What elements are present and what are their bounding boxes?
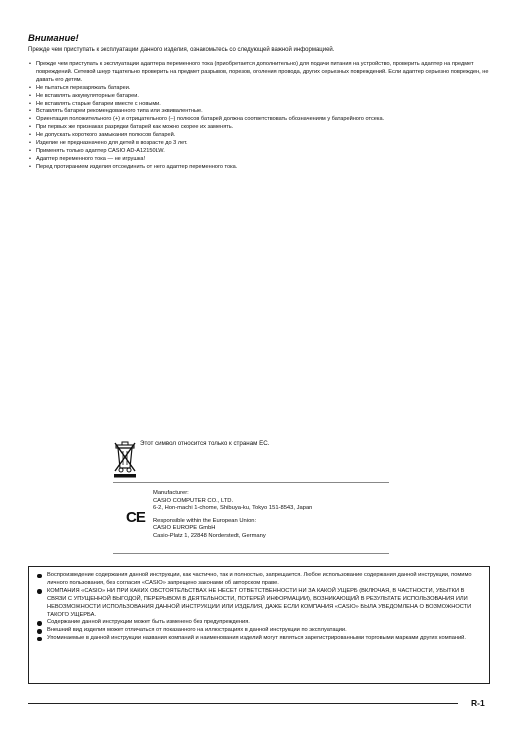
manufacturer-address: 6-2, Hon-machi 1-chome, Shibuya-ku, Tokyo 151-8543, Japan <box>153 505 313 512</box>
list-item: • Не пытаться перезаряжать батареи. <box>28 85 490 93</box>
list-item: Содержание данной инструкции может быть изменено без предупреждения. <box>37 619 483 627</box>
page-number: R-1 <box>471 698 485 708</box>
intro-text: Прежде чем приступать к эксплуатации данного изделия, ознакомьтесь со следующей важной информацией. <box>28 47 335 53</box>
list-item: • При первых же признаках разрядки батарей как можно скорее их заменять. <box>28 124 490 132</box>
legal-notice-list <box>29 567 489 643</box>
legal-notice-box <box>28 566 490 684</box>
manufacturer-block <box>113 482 389 554</box>
list-item: • Не вставлять аккумуляторные батареи. <box>28 93 490 101</box>
list-item: • Прежде чем приступать к эксплуатации адаптера переменного тока (приобретается дополнительно) для подачи питания на устройство, проверить адаптер на предмет повреждений. Сетевой шнур тщательно проверить на предмет разрывов, порезов, оголения провода, других серьезных повреждений. Если адаптер серьезно поврежден, не давать его детям. <box>28 61 490 85</box>
list-item: КОМПАНИЯ «CASIO» НИ ПРИ КАКИХ ОБСТОЯТЕЛЬСТВАХ НЕ НЕСЕТ ОТВЕТСТВЕННОСТИ НИ ЗА КАКОЙ УЩЕРБ (ВКЛЮЧАЯ, В ЧАСТНОСТИ, УБЫТКИ В СВЯЗИ С УПУЩЕННОЙ ВЫГОДОЙ, ПЕРЕРЫВОМ В ДЕЯТЕЛЬНОСТИ, ПОТЕРЕЙ ИНФОРМАЦИИ), ВОЗНИКАЮЩИЙ В РЕЗУЛЬТАТЕ ИСПОЛЬЗОВАНИЯ ИЛИ НЕВОЗМОЖНОСТИ ИСПОЛЬЗОВАНИЯ ДАННОЙ ИНСТРУКЦИИ ИЛИ ИЗДЕЛИЯ, ДАЖЕ ЕСЛИ КОМПАНИЯ «CASIO» БЫЛА УВЕДОМЛЕНА О ВОЗМОЖНОСТИ ТАКОГО УЩЕРБА. <box>37 588 483 620</box>
warning-heading: Внимание! <box>28 33 79 44</box>
list-item: • Изделие не предназначено для детей в возрасте до 3 лет. <box>28 140 490 148</box>
footer-divider <box>28 703 458 704</box>
list-item: • Вставлять батареи рекомендованного типа или эквивалентные. <box>28 108 490 116</box>
crossed-out-wheelie-bin-icon <box>113 440 137 478</box>
list-item: • Не вставлять старые батареи вместе с новыми. <box>28 101 490 109</box>
safety-list <box>28 61 490 172</box>
ce-mark-icon: CE <box>126 509 145 526</box>
eu-representative-address: Casio-Platz 1, 22848 Norderstedt, Germany <box>153 532 266 539</box>
eu-representative-label: Responsible within the European Union: <box>153 517 257 524</box>
weee-notice: Этот символ относится только к странам ЕС. <box>140 440 270 447</box>
manufacturer-name: CASIO COMPUTER CO., LTD. <box>153 497 234 504</box>
list-item: • Перед протиранием изделия отсоединить от него адаптер переменного тока. <box>28 164 490 172</box>
list-item: • Адаптер переменного тока — не игрушка! <box>28 156 490 164</box>
list-item: Внешний вид изделия может отличаться от показанного на иллюстрациях в данной инструкции по эксплуатации. <box>37 627 483 635</box>
eu-representative-name: CASIO EUROPE GmbH <box>153 525 216 532</box>
manufacturer-label: Manufacturer: <box>153 490 189 496</box>
list-item: • Ориентация положительного (+) и отрицательного (–) полюсов батарей должна соответствовать обозначениям у батарейного отсека. <box>28 116 490 124</box>
list-item: Упоминаемые в данной инструкции названия компаний и наименования изделий могут являться зарегистрированными торговыми марками других компаний. <box>37 635 483 643</box>
list-item: • Применять только адаптер CASIO AD-A12150LW. <box>28 148 490 156</box>
list-item: Воспроизведение содержания данной инструкции, как частично, так и полностью, запрещается. Любое использование содержания данной инструкции, помимо личного пользования, без согласия «CASIO» запрещено законами об авторском праве. <box>37 572 483 588</box>
list-item: • Не допускать короткого замыкания полюсов батарей. <box>28 132 490 140</box>
